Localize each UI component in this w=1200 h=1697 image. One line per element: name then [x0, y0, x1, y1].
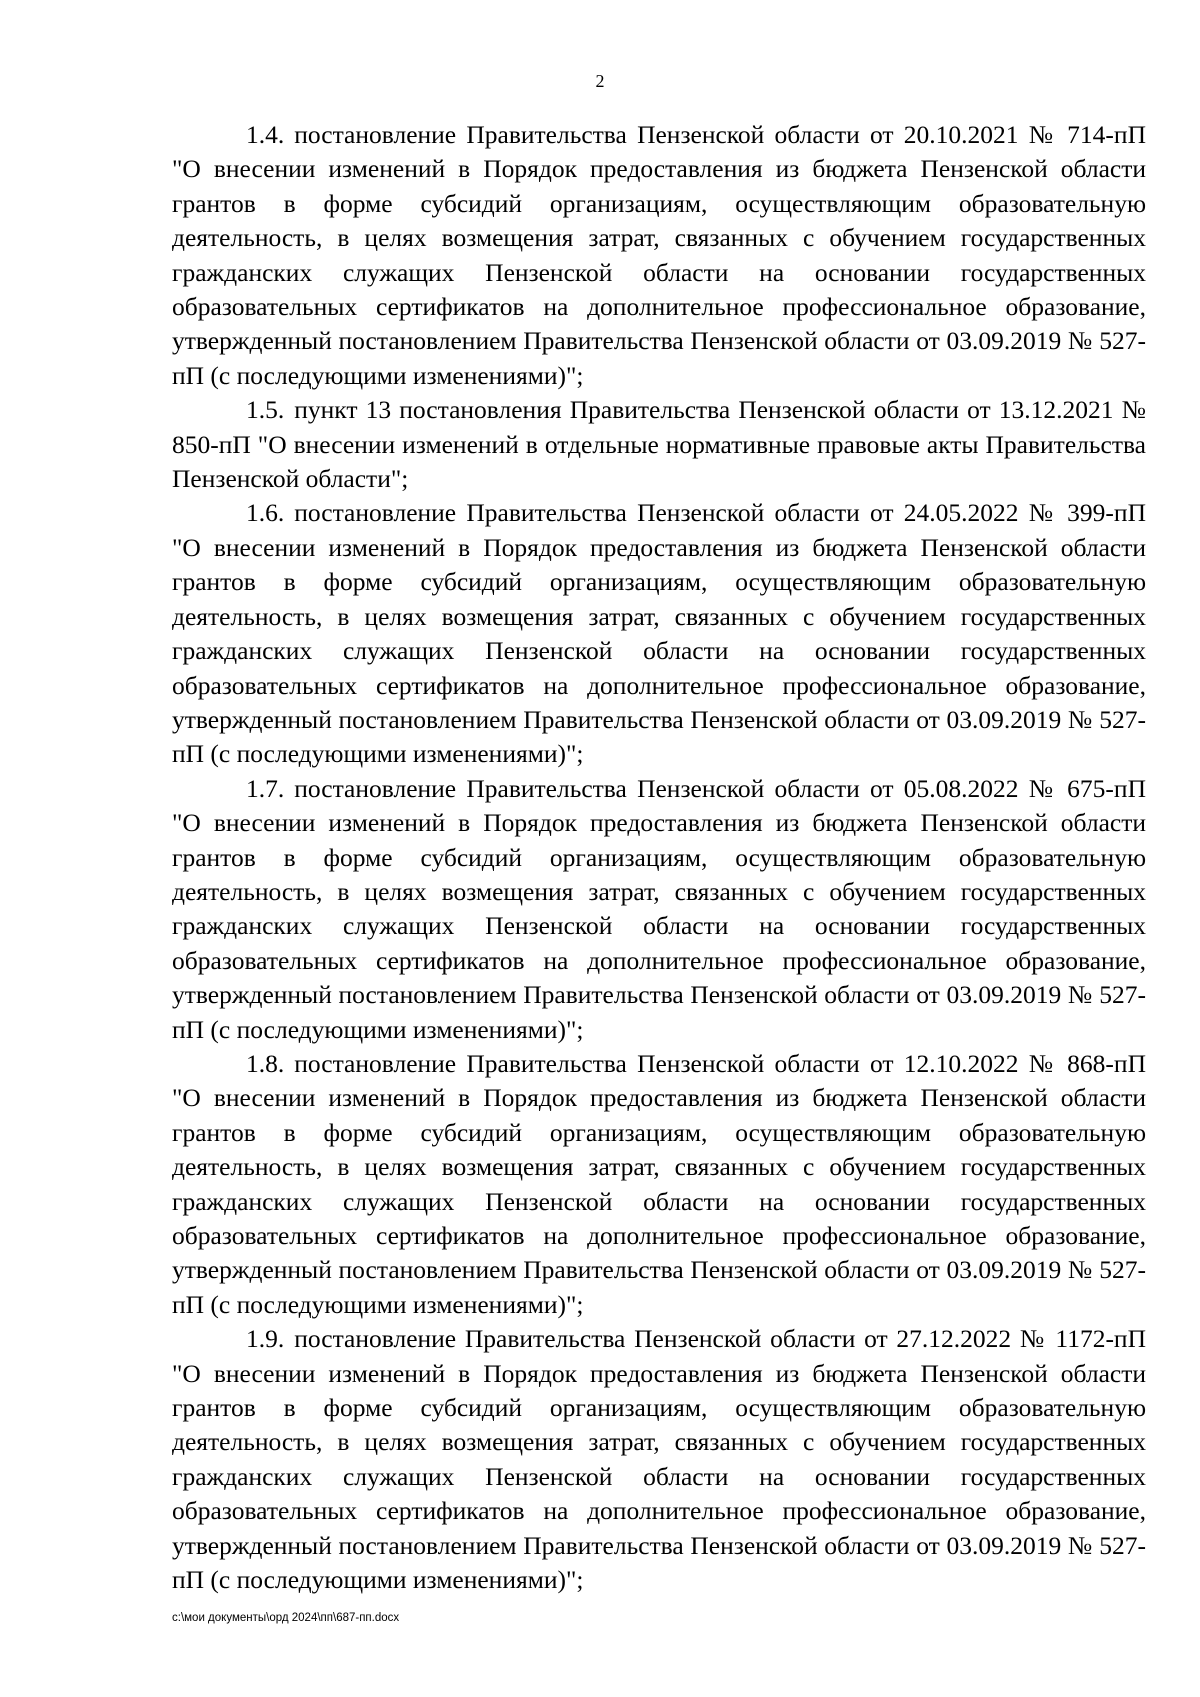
paragraph-1-8 — [172, 1047, 1146, 1322]
paragraph-number: 1.6. — [246, 498, 285, 528]
paragraph-text: пункт 13 постановления Правительства Пензенской области от 13.12.2021 № 850-пП "О внесении изменений в отдельные нормативные правовые акты Правительства Пензенской области"; — [172, 395, 1146, 494]
paragraph-number: 1.5. — [246, 395, 285, 425]
paragraph-1-4 — [172, 118, 1146, 393]
paragraph-text: постановление Правительства Пензенской области от 05.08.2022 № 675-пП "О внесении изменений в Порядок предоставления из бюджета Пензенской области грантов в форме субсидий организациям, осуществляющим образовательную деятельность, в целях возмещения затрат, связанных с обучением государственных гражданских служащих Пензенской области на основании государственных образовательных сертификатов на дополнительное профессиональное образование, утвержденный постановлением Правительства Пензенской области от 03.09.2019 № 527-пП (с последующими изменениями)"; — [172, 773, 1146, 1044]
paragraph-1-6 — [172, 496, 1146, 771]
paragraph-text: постановление Правительства Пензенской области от 27.12.2022 № 1172-пП "О внесении изменений в Порядок предоставления из бюджета Пензенской области грантов в форме субсидий организациям, осуществляющим образовательную деятельность, в целях возмещения затрат, связанных с обучением государственных гражданских служащих Пензенской области на основании государственных образовательных сертификатов на дополнительное профессиональное образование, утвержденный постановлением Правительства Пензенской области от 03.09.2019 № 527-пП (с последующими изменениями)"; — [172, 1324, 1146, 1595]
paragraph-text: постановление Правительства Пензенской области от 24.05.2022 № 399-пП "О внесении изменений в Порядок предоставления из бюджета Пензенской области грантов в форме субсидий организациям, осуществляющим образовательную деятельность, в целях возмещения затрат, связанных с обучением государственных гражданских служащих Пензенской области на основании государственных образовательных сертификатов на дополнительное профессиональное образование, утвержденный постановлением Правительства Пензенской области от 03.09.2019 № 527-пП (с последующими изменениями)"; — [172, 498, 1146, 769]
paragraph-number: 1.9. — [246, 1324, 285, 1354]
paragraph-1-7 — [172, 772, 1146, 1047]
page-number: 2 — [595, 71, 605, 91]
paragraph-1-5 — [172, 393, 1146, 496]
paragraph-text: постановление Правительства Пензенской области от 12.10.2022 № 868-пП "О внесении изменений в Порядок предоставления из бюджета Пензенской области грантов в форме субсидий организациям, осуществляющим образовательную деятельность, в целях возмещения затрат, связанных с обучением государственных гражданских служащих Пензенской области на основании государственных образовательных сертификатов на дополнительное профессиональное образование, утвержденный постановлением Правительства Пензенской области от 03.09.2019 № 527-пП (с последующими изменениями)"; — [172, 1048, 1146, 1319]
paragraph-1-9 — [172, 1322, 1146, 1597]
paragraph-number: 1.7. — [246, 773, 285, 803]
paragraph-text: постановление Правительства Пензенской области от 20.10.2021 № 714-пП "О внесении изменений в Порядок предоставления из бюджета Пензенской области грантов в форме субсидий организациям, осуществляющим образовательную деятельность, в целях возмещения затрат, связанных с обучением государственных гражданских служащих Пензенской области на основании государственных образовательных сертификатов на дополнительное профессиональное образование, утвержденный постановлением Правительства Пензенской области от 03.09.2019 № 527-пП (с последующими изменениями)"; — [172, 120, 1146, 390]
paragraph-number: 1.8. — [246, 1048, 285, 1078]
document-body — [172, 118, 1146, 1597]
footer-file-path: c:\мои документы\орд 2024\пп\687-пп.docx — [172, 1612, 400, 1624]
paragraph-number: 1.4. — [246, 120, 285, 149]
